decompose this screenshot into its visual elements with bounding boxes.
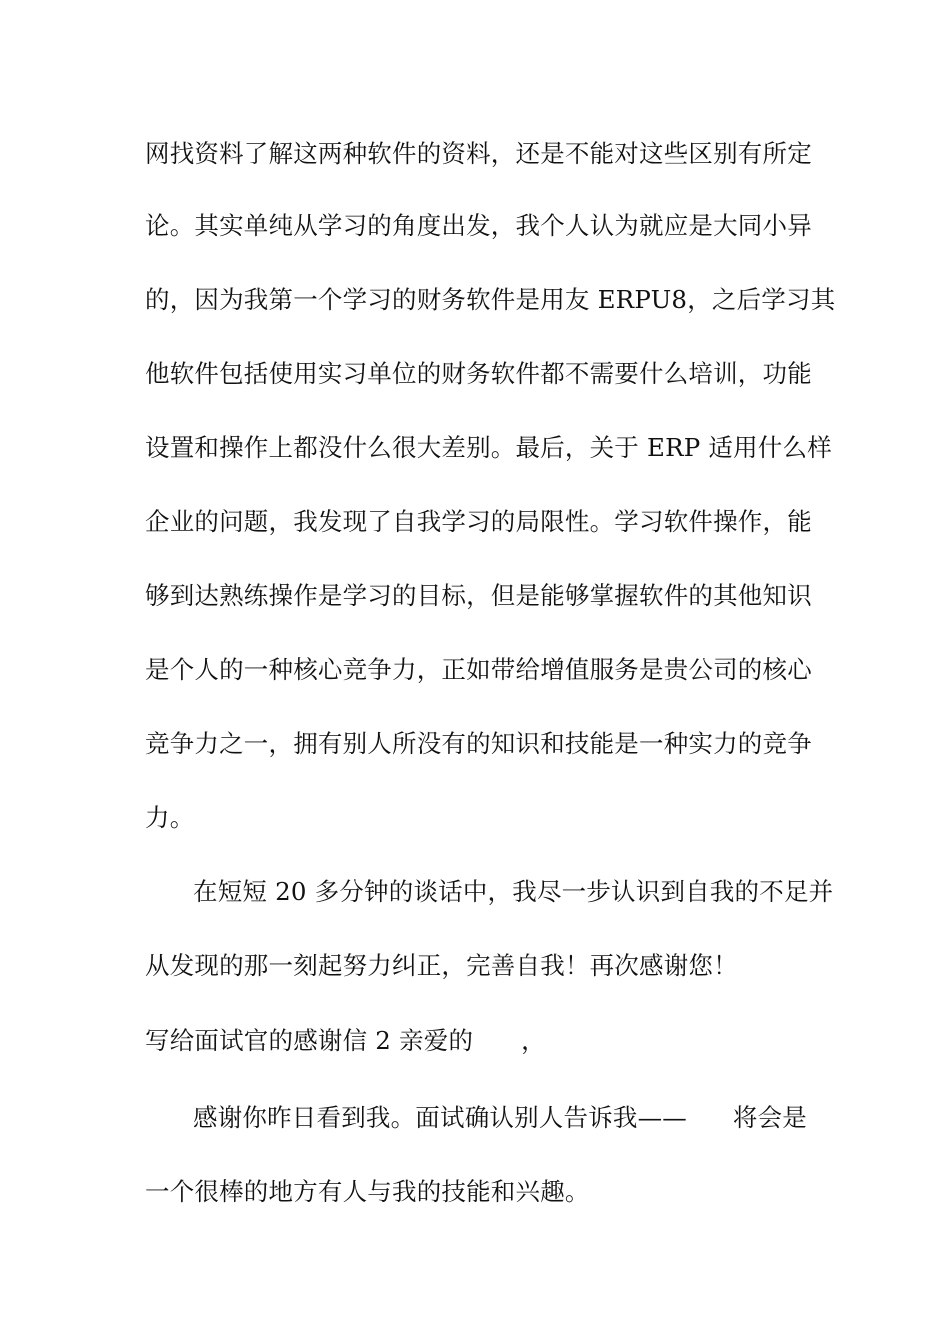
paragraph-line: 网找资料了解这两种软件的资料，还是不能对这些区别有所定	[145, 139, 812, 168]
paragraph-line-start: 感谢你昨日看到我。面试确认别人告诉我——	[193, 1103, 687, 1132]
paragraph-line: 够到达熟练操作是学习的目标，但是能够掌握软件的其他知识	[145, 581, 812, 610]
paragraph-line	[193, 1102, 807, 1134]
paragraph-line: 设置和操作上都没什么很大差别。最后，关于 ERP 适用什么样	[145, 433, 832, 462]
paragraph-line: 从发现的那一刻起努力纠正，完善自我！再次感谢您！	[145, 951, 738, 980]
paragraph-line: 竞争力之一，拥有别人所没有的知识和技能是一种实力的竞争	[145, 729, 812, 758]
paragraph-line: 企业的问题，我发现了自我学习的局限性。学习软件操作，能	[145, 507, 812, 536]
paragraph-line: 在短短 20 多分钟的谈话中，我尽一步认识到自我的不足并	[193, 877, 834, 906]
letter-heading-suffix: ，	[521, 1026, 546, 1055]
paragraph-line: 他软件包括使用实习单位的财务软件都不需要什么培训，功能	[145, 359, 812, 388]
letter-heading-text: 写给面试官的感谢信 2 亲爱的	[145, 1026, 474, 1055]
paragraph-line: 的，因为我第一个学习的财务软件是用友 ERPU8，之后学习其	[145, 285, 836, 314]
paragraph-line-end: 将会是	[732, 1103, 807, 1132]
paragraph-line: 是个人的一种核心竞争力，正如带给增值服务是贵公司的核心	[145, 655, 812, 684]
letter-heading	[145, 1025, 807, 1057]
paragraph-line: 论。其实单纯从学习的角度出发，我个人认为就应是大同小异	[145, 211, 812, 240]
paragraph-line: 一个很棒的地方有人与我的技能和兴趣。	[145, 1177, 590, 1206]
paragraph-line: 力。	[145, 803, 195, 832]
